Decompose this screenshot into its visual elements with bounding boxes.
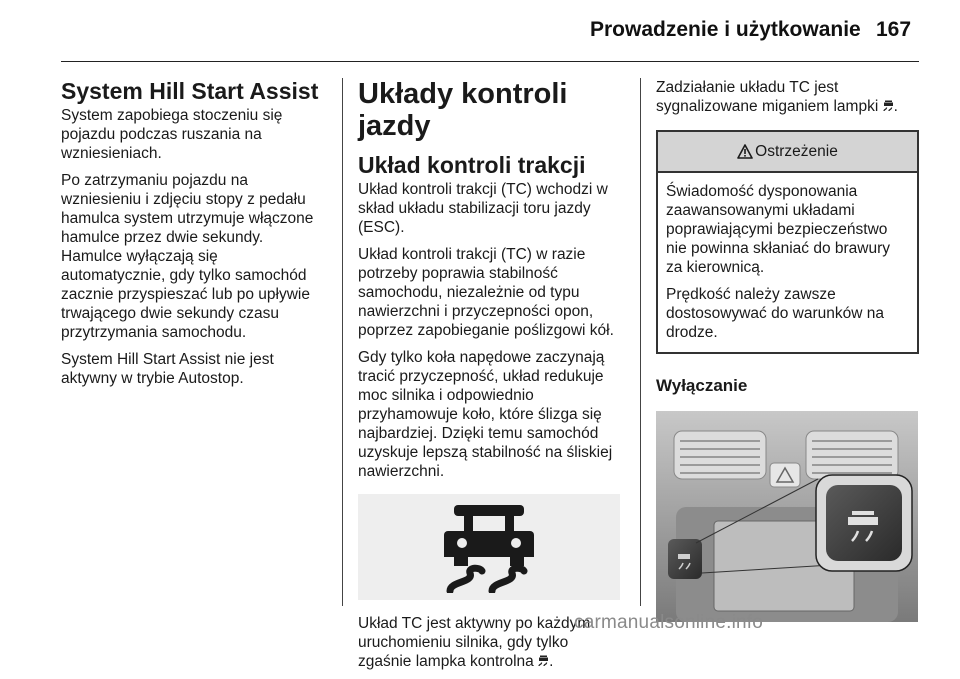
text-line: uzyskuje lepszą stabilność na śliskiej (358, 444, 613, 461)
paragraph (358, 180, 626, 237)
text-line: uruchomieniu silnika, gdy tylko (358, 634, 569, 651)
traction-control-icon (444, 501, 534, 593)
text-line: tracić przyczepność, układ redukuje (358, 368, 604, 385)
text-line: System Hill Start Assist nie jest (61, 351, 274, 368)
text-line: Zadziałanie układu TC jest (656, 79, 839, 96)
text-line: moc silnika i odpowiednio (358, 387, 534, 404)
text-line: Układ TC jest aktywny po każdym (358, 615, 591, 632)
text-fragment: . (549, 653, 554, 670)
paragraph (358, 245, 626, 340)
warning-title: Ostrzeżenie (755, 143, 838, 160)
text-line: dostosowywać do warunków na (666, 305, 884, 322)
text-line: potrzeby poprawia stabilność (358, 265, 558, 282)
text-line: przytrzymania samochodu. (61, 324, 247, 341)
traction-control-figure (358, 494, 620, 600)
paragraph (61, 171, 331, 342)
warning-triangle-icon (737, 144, 753, 159)
chapter-heading: Układy kontroli jazdy (358, 78, 568, 142)
paragraph (656, 78, 921, 116)
text-line-with-icon (358, 652, 626, 671)
text-line: zacznie przyspieszać lub po upływie (61, 286, 310, 303)
warning-box (656, 130, 919, 354)
paragraph (61, 106, 331, 163)
text-line: automatycznie, gdy tylko samochód (61, 267, 307, 284)
header-divider (61, 61, 919, 62)
text-line: nie powinna skłaniać do brawury (666, 240, 891, 257)
text-line: (ESC). (358, 219, 405, 236)
traction-control-icon (883, 100, 894, 112)
warning-body (658, 173, 917, 352)
text-line: Gdy tylko koła napędowe zaczynają (358, 349, 605, 366)
text-line-with-icon (656, 97, 921, 116)
text-line: przyhamowuje koło, które ślizga się (358, 406, 602, 423)
paragraph (666, 182, 909, 277)
text-line: Układ kontroli trakcji (TC) w razie (358, 246, 586, 263)
text-line: poprzez zapobieganie poślizgowi kół. (358, 322, 614, 339)
page-number: 167 (876, 18, 912, 41)
text-line: Układ kontroli trakcji (TC) wchodzi w (358, 181, 608, 198)
text-line: pojazdu podczas ruszania na (61, 126, 262, 143)
text-fragment: zgaśnie lampka kontrolna (358, 653, 534, 670)
column-traction-continued (656, 78, 921, 622)
text-line: za kierownicą. (666, 259, 765, 276)
text-line: skład układu stabilizacji toru jazdy (358, 200, 591, 217)
text-line: aktywny w trybie Autostop. (61, 370, 244, 387)
text-line: trwającego dwie sekundy czasu (61, 305, 279, 322)
subheading-disabling: Wyłączanie (656, 376, 748, 395)
paragraph (358, 348, 626, 481)
text-line: Po zatrzymaniu pojazdu na (61, 172, 248, 189)
watermark: carmanualsonline.info (574, 612, 764, 633)
text-line: wzniesieniach. (61, 145, 162, 162)
dashboard-illustration (656, 411, 918, 622)
column-traction-control (358, 78, 626, 679)
column-divider-2 (640, 78, 641, 606)
text-line: nawierzchni. (358, 463, 445, 480)
text-line: Hamulce wyłączają się (61, 248, 218, 265)
text-line: hamulce przez dwie sekundy. (61, 229, 264, 246)
page-header-title: Prowadzenie i użytkowanie (590, 18, 861, 41)
text-line: zaawansowanymi układami (666, 202, 855, 219)
text-fragment: . (893, 98, 898, 115)
warning-header (658, 132, 917, 173)
text-line: Prędkość należy zawsze (666, 286, 836, 303)
section-heading-traction: Układ kontroli trakcji (358, 152, 586, 178)
text-line: samochodu, niezależnie od typu (358, 284, 580, 301)
text-line: System zapobiega stoczeniu się (61, 107, 283, 124)
text-line: Świadomość dysponowania (666, 183, 858, 200)
section-heading-hill-start: System Hill Start Assist (61, 78, 319, 104)
paragraph (61, 350, 331, 388)
traction-control-icon (538, 655, 549, 667)
dashboard-button-figure (656, 411, 918, 622)
text-fragment: sygnalizowane miganiem lampki (656, 98, 879, 115)
paragraph (666, 285, 909, 342)
column-divider-1 (342, 78, 343, 606)
text-line: hamulca system utrzymuje włączone (61, 210, 314, 227)
text-line: poprawiającymi bezpieczeństwo (666, 221, 888, 238)
text-line: nawierzchni i przyczepności opon, (358, 303, 594, 320)
text-line: najbardziej. Dzięki temu samochód (358, 425, 599, 442)
text-line: drodze. (666, 324, 718, 341)
column-hill-start-assist (61, 78, 331, 396)
text-line: wzniesieniu i zdjęciu stopy z pedału (61, 191, 306, 208)
